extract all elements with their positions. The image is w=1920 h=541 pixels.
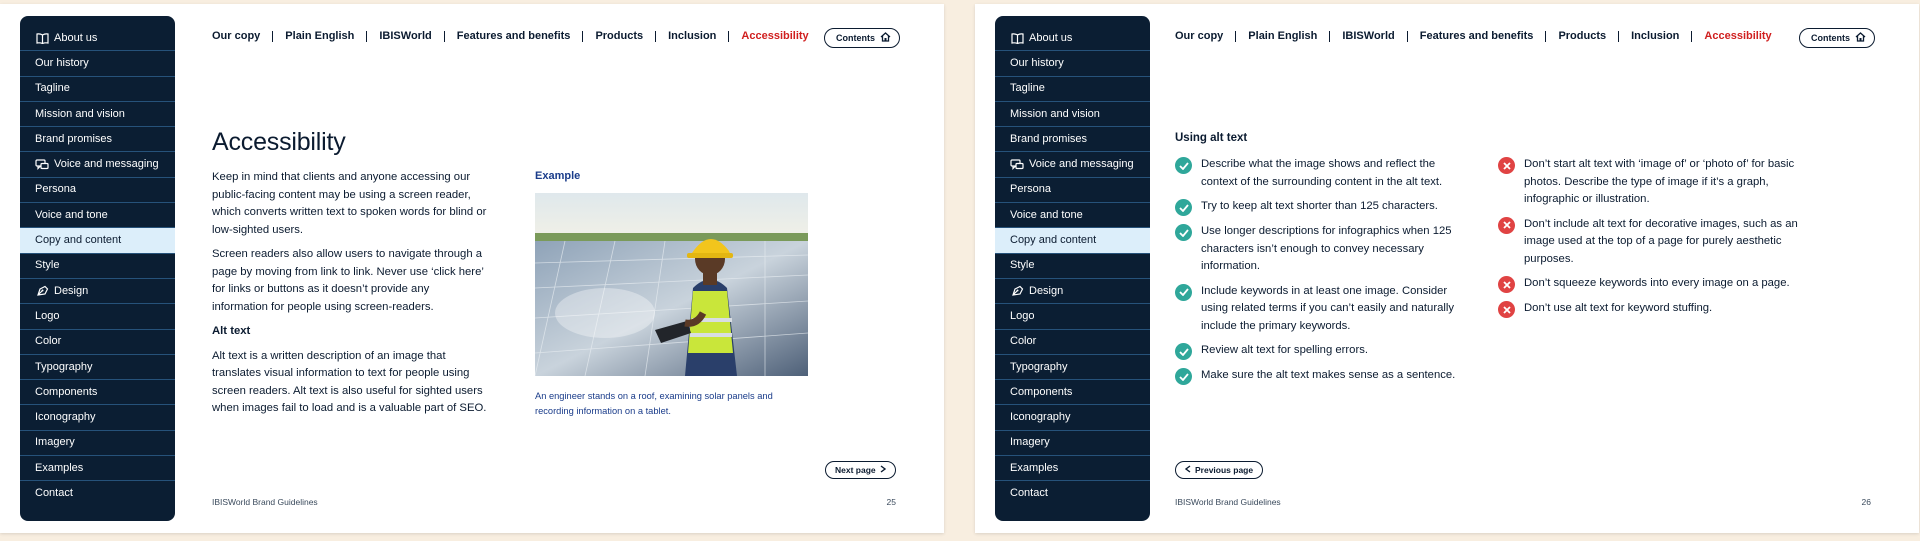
page-26 [975,4,1919,533]
sidebar-item-label: Typography [35,360,93,373]
sidebar-item-imagery[interactable] [20,431,175,456]
sidebar-item-voice-and-tone[interactable] [995,203,1150,228]
sidebar-item-label: Examples [1010,461,1059,474]
sidebar-item-label: Examples [35,461,84,474]
book-icon [35,32,49,44]
check-icon [1175,157,1192,174]
sidebar-item-label: Copy and content [1010,234,1097,247]
sidebar-item-color[interactable] [995,330,1150,355]
sidebar-item-label: Our history [1010,56,1064,69]
nav-link-plain-english[interactable]: Plain English [285,30,355,42]
sidebar-item-voice-and-messaging[interactable] [20,152,175,177]
page-25 [0,4,944,533]
sidebar-item-label: Voice and tone [1010,208,1083,221]
image-caption: An engineer stands on a roof, examining solar panels and recording information on a tablet. [535,391,773,416]
chat-icon [1010,159,1024,171]
sidebar [20,16,175,521]
sidebar-item-our-history[interactable] [20,51,175,76]
chevron-right-icon [880,465,886,475]
cross-icon [1498,276,1515,293]
sidebar-item-persona[interactable] [20,178,175,203]
next-page-label: Next page [835,465,876,475]
sidebar-item-label: Typography [1010,360,1068,373]
sidebar-item-design[interactable] [20,279,175,304]
nav-link-features-and-benefits[interactable]: Features and benefits [456,30,571,42]
dont-item [1498,216,1798,269]
previous-page-label: Previous page [1195,465,1254,475]
dont-item [1498,156,1798,209]
nav-divider [444,31,445,42]
sidebar-item-components[interactable] [995,380,1150,405]
nav-divider [1545,31,1546,42]
check-icon [1175,368,1192,385]
sidebar-item-label: Brand promises [35,132,113,145]
list-item-text: Include keywords in at least one image. Consider using related terms if you can’t easily and naturally include the primary keywords. [1201,284,1455,332]
sidebar-item-brand-promises[interactable] [20,127,175,152]
sidebar-item-about-us[interactable] [20,26,175,51]
sidebar-item-label: Voice and messaging [54,158,159,171]
list-item-text: Review alt text for spelling errors. [1201,344,1369,356]
cross-icon [1498,301,1515,318]
sidebar-item-voice-and-tone[interactable] [20,203,175,228]
list-item-text: Try to keep alt text shorter than 125 characters. [1201,200,1438,212]
home-icon [1855,32,1866,44]
cross-icon [1498,217,1515,234]
nav-link-ibisworld[interactable]: IBISWorld [1342,30,1395,42]
sidebar-item-label: Imagery [35,436,75,449]
sidebar-item-label: Style [1010,259,1035,272]
list-item-text: Describe what the image shows and reflect the context of the surrounding content in the alt text. [1201,158,1443,188]
nav-divider [1618,31,1619,42]
previous-page-button[interactable] [1175,461,1263,479]
next-page-button[interactable] [825,461,896,479]
sidebar-item-components[interactable] [20,380,175,405]
sidebar-item-about-us[interactable] [995,26,1150,51]
nav-link-products[interactable]: Products [595,30,644,42]
sidebar-item-copy-and-content[interactable] [995,228,1150,253]
sidebar-item-label: About us [54,31,98,44]
example-label: Example [535,170,581,182]
sidebar-item-copy-and-content[interactable] [20,228,175,253]
dont-list [1498,156,1798,325]
nav-link-accessibility[interactable]: Accessibility [1704,30,1772,42]
sidebar-item-label: Logo [35,309,60,322]
paragraph: Alt text is a written description of an image that translates visual information to text for people using screen readers. Alt text is also useful for sighted users when images fail to load and is a valuable part of SEO. [212,349,487,414]
nav-divider [1691,31,1692,42]
section-heading: Using alt text [1175,132,1248,144]
nav-divider [655,31,656,42]
check-icon [1175,224,1192,241]
list-item-text: Use longer descriptions for infographics when 125 characters isn’t enough to convey necessary information. [1201,225,1452,272]
sidebar-item-iconography[interactable] [995,405,1150,430]
sidebar-item-label: Imagery [1010,436,1050,449]
sidebar-item-label: Design [1029,284,1064,297]
list-item-text: Make sure the alt text makes sense as a sentence. [1201,369,1456,381]
do-list [1175,156,1465,392]
sidebar-item-mission-and-vision[interactable] [995,102,1150,127]
dont-item [1498,275,1798,293]
sidebar-item-label: Iconography [1010,411,1071,424]
sidebar-item-typography[interactable] [995,355,1150,380]
sidebar-item-label: Voice and tone [35,208,108,221]
sidebar-item-label: Design [54,284,89,297]
sidebar-item-contact[interactable] [995,481,1150,506]
nav-link-ibisworld[interactable]: IBISWorld [379,30,432,42]
paragraph: Screen readers also allow users to navigate through a page by moving from link to link. Never use ‘click here’ for links or buttons as it doesn’t provide any information for people using screen-readers. [212,248,484,313]
sidebar-item-style[interactable] [20,254,175,279]
nav-divider [272,31,273,42]
do-item [1175,198,1465,216]
sidebar-item-examples[interactable] [995,456,1150,481]
book-icon [1010,32,1024,44]
list-item-text: Don’t use alt text for keyword stuffing. [1524,302,1713,314]
sidebar-item-label: Color [35,335,62,348]
sidebar-item-label: Voice and messaging [1029,158,1134,171]
sidebar-item-label: Brand promises [1010,132,1088,145]
sidebar-item-label: Color [1010,335,1037,348]
nav-divider [582,31,583,42]
nav-link-products[interactable]: Products [1558,30,1607,42]
sidebar-item-label: Tagline [35,82,70,95]
do-item [1175,367,1465,385]
sidebar-item-typography[interactable] [20,355,175,380]
sidebar-item-logo[interactable] [20,304,175,329]
sidebar-item-label: Copy and content [35,234,122,247]
sidebar-item-label: Components [35,385,98,398]
sidebar-item-persona[interactable] [995,178,1150,203]
footer-brand: IBISWorld Brand Guidelines [212,497,318,507]
sidebar-item-label: Contact [1010,487,1048,500]
sidebar [995,16,1150,521]
sidebar-item-label: Our history [35,56,89,69]
sidebar-item-logo[interactable] [995,304,1150,329]
sidebar-item-label: Style [35,259,60,272]
sidebar-item-label: Mission and vision [1010,107,1100,120]
top-nav [1175,30,1772,42]
sidebar-item-design[interactable] [995,279,1150,304]
sidebar-item-examples[interactable] [20,456,175,481]
page-title: Accessibility [212,128,346,156]
nav-link-our-copy[interactable]: Our copy [212,30,261,42]
check-icon [1175,199,1192,216]
do-item [1175,223,1465,276]
nav-link-our-copy[interactable]: Our copy [1175,30,1224,42]
sidebar-item-label: Components [1010,385,1073,398]
nav-link-accessibility[interactable]: Accessibility [741,30,809,42]
check-icon [1175,343,1192,360]
do-item [1175,156,1465,191]
body-text [212,169,487,425]
nav-link-inclusion[interactable]: Inclusion [1631,30,1680,42]
cross-icon [1498,157,1515,174]
dont-item [1498,300,1798,318]
sidebar-item-mission-and-vision[interactable] [20,102,175,127]
sidebar-item-label: Mission and vision [35,107,125,120]
pen-nib-icon [1010,285,1024,297]
top-nav [212,30,809,42]
check-icon [1175,284,1192,301]
sidebar-item-label: Contact [35,487,73,500]
contents-label: Contents [1811,33,1850,43]
nav-link-plain-english[interactable]: Plain English [1248,30,1318,42]
do-item [1175,283,1465,336]
do-item [1175,342,1465,360]
nav-divider [366,31,367,42]
footer-brand: IBISWorld Brand Guidelines [1175,497,1281,507]
page-number: 25 [886,497,896,507]
sidebar-item-our-history[interactable] [995,51,1150,76]
pen-nib-icon [35,285,49,297]
list-item-text: Don’t start alt text with ‘image of’ or ‘photo of’ for basic photos. Describe the type of image if it’s a graph, infographic or illustration. [1524,158,1795,205]
contents-button[interactable] [1799,28,1875,48]
contents-label: Contents [836,33,875,43]
alt-text-heading: Alt text [212,325,251,337]
contents-button[interactable] [824,28,900,48]
chat-icon [35,159,49,171]
sidebar-item-color[interactable] [20,330,175,355]
list-item-text: Don’t squeeze keywords into every image on a page. [1524,277,1790,289]
sidebar-item-brand-promises[interactable] [995,127,1150,152]
sidebar-item-tagline[interactable] [20,77,175,102]
sidebar-item-iconography[interactable] [20,405,175,430]
sidebar-item-imagery[interactable] [995,431,1150,456]
sidebar-item-label: Persona [1010,183,1051,196]
nav-divider [1407,31,1408,42]
nav-link-inclusion[interactable]: Inclusion [668,30,717,42]
sidebar-item-label: About us [1029,31,1073,44]
sidebar-item-tagline[interactable] [995,77,1150,102]
home-icon [880,32,891,44]
page-number: 26 [1861,497,1871,507]
list-item-text: Don’t include alt text for decorative images, such as an image used at the top of a page for purely aesthetic purposes. [1524,217,1798,265]
sidebar-item-label: Persona [35,183,76,196]
nav-divider [1235,31,1236,42]
sidebar-item-style[interactable] [995,254,1150,279]
nav-divider [1329,31,1330,42]
sidebar-item-label: Iconography [35,411,96,424]
sidebar-item-label: Tagline [1010,82,1045,95]
sidebar-item-voice-and-messaging[interactable] [995,152,1150,177]
chevron-left-icon [1185,465,1191,475]
nav-divider [728,31,729,42]
engineer-solar-panels-image [535,193,808,376]
sidebar-item-label: Logo [1010,309,1035,322]
nav-link-features-and-benefits[interactable]: Features and benefits [1419,30,1534,42]
paragraph: Keep in mind that clients and anyone accessing our public-facing content may be using a screen reader, which converts written text to spoken words for blind or low-sighted users. [212,171,487,236]
sidebar-item-contact[interactable] [20,481,175,506]
